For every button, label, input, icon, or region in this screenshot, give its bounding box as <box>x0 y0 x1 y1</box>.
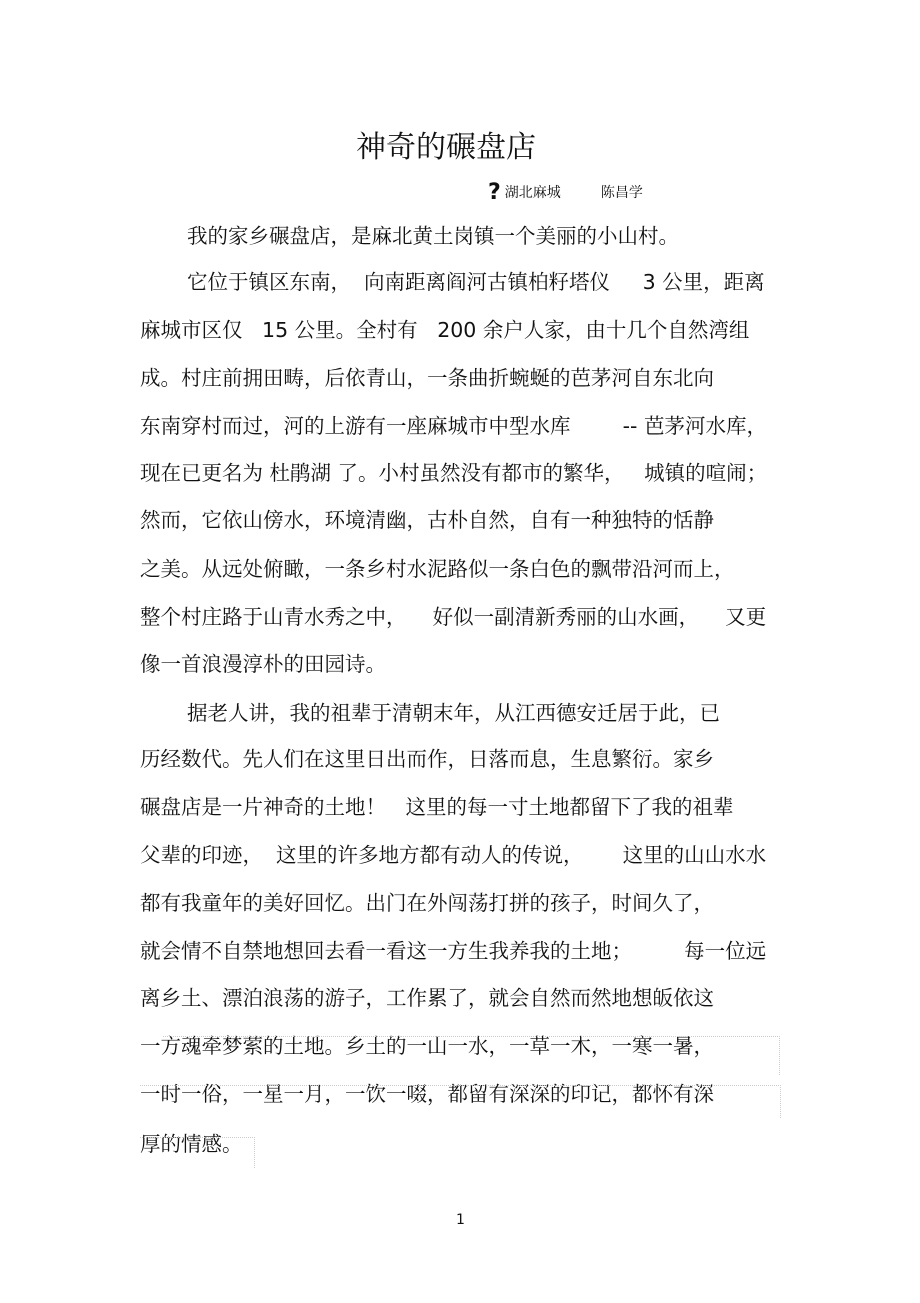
paragraph-line: 它位于镇区东南， 向南距离阎河古镇柏籽塔仪 3 公里，距离 <box>187 270 765 294</box>
paragraph-line: 都有我童年的美好回忆。出门在外闯荡打拼的孩子，时间久了， <box>140 891 714 915</box>
paragraph-line: 我的家乡碾盘店，是麻北黄土岗镇一个美丽的小山村。 <box>187 224 679 248</box>
paragraph-line: 离乡土、漂泊浪荡的游子，工作累了，就会自然而然地想皈依这 <box>140 986 714 1010</box>
paragraph-line: 一时一俗，一星一月，一饮一啜，都留有深深的印记，都怀有深 <box>140 1082 714 1106</box>
paragraph-line: 成。村庄前拥田畴，后依青山，一条曲折蜿蜒的芭茅河自东北向 <box>140 366 714 390</box>
byline-place: 湖北麻城 <box>504 185 561 201</box>
document-title: 神奇的碾盘店 <box>356 130 536 165</box>
byline-mark: ? <box>488 180 501 205</box>
paragraph-line: 父辈的印迹， 这里的许多地方都有动人的传说， 这里的山山水水 <box>140 843 767 867</box>
dotted-frame <box>140 1085 781 1118</box>
paragraph-line: 历经数代。先人们在这里日出而作，日落而息，生息繁衍。家乡 <box>140 747 714 771</box>
paragraph-line: 东南穿村而过，河的上游有一座麻城市中型水库 -- 芭茅河水库， <box>140 414 767 438</box>
paragraph-line: 厚的情感。 <box>140 1132 243 1156</box>
dotted-frame <box>163 1036 780 1075</box>
byline-author: 陈昌学 <box>600 185 643 201</box>
page-number: 1 <box>456 1212 465 1228</box>
paragraph-line: 然而，它依山傍水，环境清幽，古朴自然，自有一种独特的恬静 <box>140 508 714 532</box>
paragraph-line: 麻城市区仅 15 公里。全村有 200 余户人家，由十几个自然湾组 <box>140 318 750 342</box>
byline <box>488 180 643 205</box>
paragraph-line: 之美。从远处俯瞰，一条乡村水泥路似一条白色的飘带沿河而上， <box>140 557 735 581</box>
paragraph-line: 据老人讲，我的祖辈于清朝末年，从江西德安迁居于此，已 <box>187 701 720 725</box>
paragraph-line: 就会情不自禁地想回去看一看这一方生我养我的土地； 每一位远 <box>140 939 767 963</box>
paragraph-line: 现在已更名为 杜鹃湖 了。小村虽然没有都市的繁华， 城镇的喧闹； <box>140 461 768 485</box>
paragraph-line: 整个村庄路于山青水秀之中， 好似一副清新秀丽的山水画， 又更 <box>140 605 767 629</box>
paragraph-line: 碾盘店是一片神奇的土地！ 这里的每一寸土地都留下了我的祖辈 <box>140 795 734 819</box>
paragraph-line: 像一首浪漫淳朴的田园诗。 <box>140 652 386 676</box>
paragraph-line: 一方魂牵梦萦的土地。乡土的一山一水，一草一木，一寒一暑， <box>140 1034 714 1058</box>
dotted-frame <box>140 1137 255 1168</box>
